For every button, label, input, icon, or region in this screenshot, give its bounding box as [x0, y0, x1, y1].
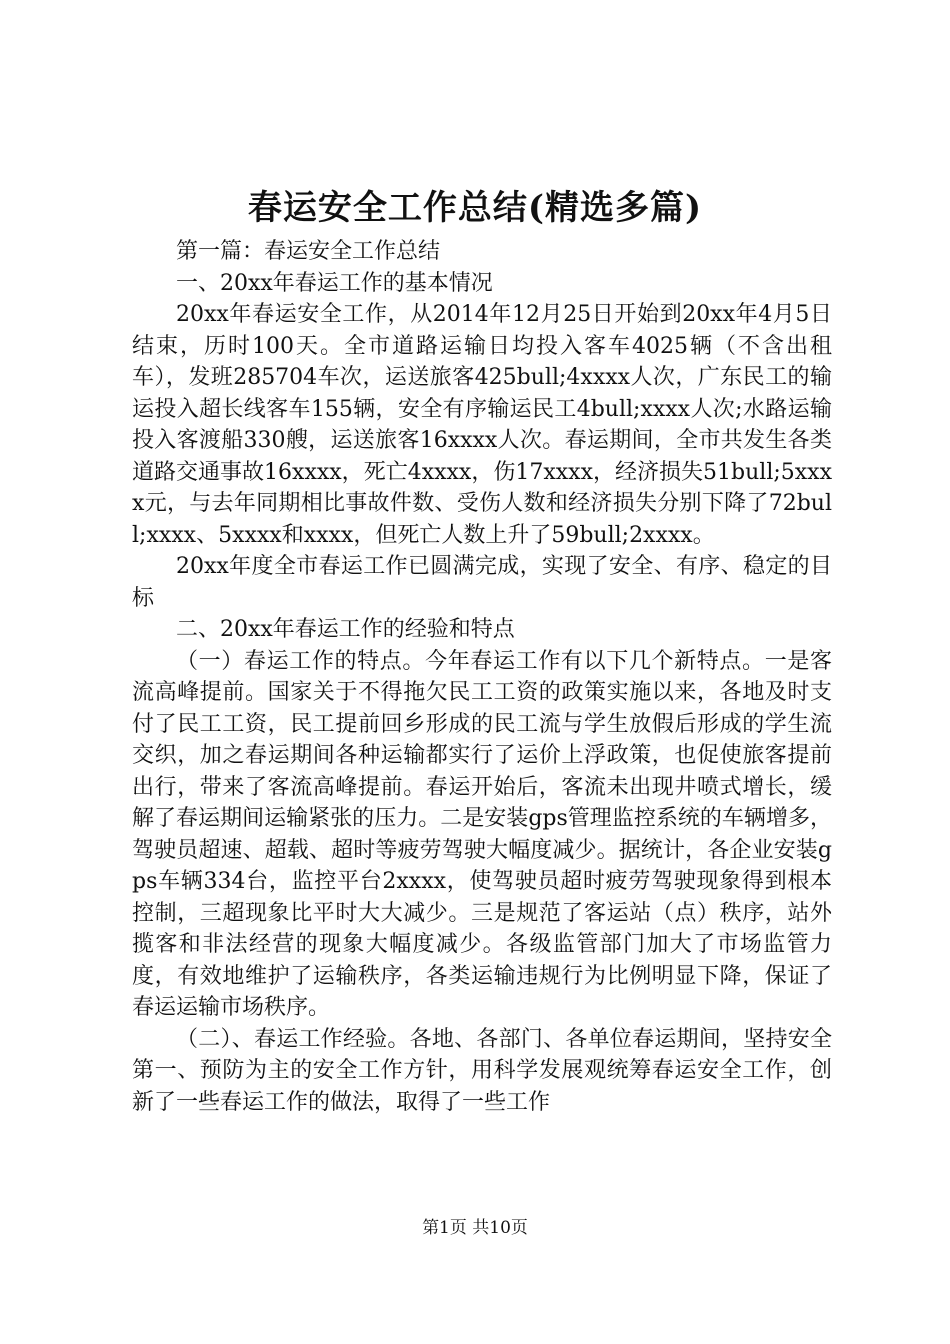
page-footer: 第1页 共10页 [422, 1218, 528, 1238]
subsection-heading: 一、20xx年春运工作的基本情况 [176, 270, 493, 296]
body-paragraph: 20xx年春运安全工作，从2014年12月25日开始到20xx年4月5日结束，历时100天。全市道路运输日均投入客车4025辆（不含出租车），发班285704车次，运送旅客425bull;4xxxx人次，广东民工的输运投入超长线客车155辆，安全有序输运民工4bull;xxxx人次;水路运输投入客渡船330艘，运送旅客16xxxx人次。春运期间，全市共发生各类道路交通事故16xxxx，死亡4xxxx，伤17xxxx，经济损失51bull;5xxxx元，与去年同期相比事故件数、受伤人数和经济损失分别下降了72bull;xxxx、5xxxx和xxxx，但死亡人数上升了59bull;2xxxx。 [132, 302, 832, 548]
body-paragraph: （一）春运工作的特点。今年春运工作有以下几个新特点。一是客流高峰提前。国家关于不得拖欠民工工资的政策实施以来，各地及时支付了民工工资，民工提前回乡形成的民工流与学生放假后形成的学生流交织，加之春运期间各种运输都实行了运价上浮政策，也促使旅客提前出行，带来了客流高峰提前。春运开始后，客流未出现井喷式增长，缓解了春运期间运输紧张的压力。二是安装gps管理监控系统的车辆增多，驾驶员超速、超载、超时等疲劳驾驶大幅度减少。据统计，各企业安装gps车辆334台，监控平台2xxxx，使驾驶员超时疲劳驾驶现象得到根本控制，三超现象比平时大大减少。三是规范了客运站（点）秩序，站外揽客和非法经营的现象大幅度减少。各级监管部门加大了市场监管力度，有效地维护了运输秩序，各类运输违规行为比例明显下降，保证了春运运输市场秩序。 [132, 648, 832, 1020]
document-body [132, 236, 832, 1118]
body-paragraph: （二）、春运工作经验。各地、各部门、各单位春运期间，坚持安全第一、预防为主的安全工作方针，用科学发展观统筹春运安全工作，创新了一些春运工作的做法，取得了一些工作 [132, 1026, 832, 1115]
section-heading: 第一篇：春运安全工作总结 [176, 239, 441, 264]
document-title: 春运安全工作总结(精选多篇) [247, 188, 703, 228]
body-paragraph: 20xx年度全市春运工作已圆满完成，实现了安全、有序、稳定的目标 [132, 554, 832, 611]
subsection-heading: 二、20xx年春运工作的经验和特点 [176, 617, 515, 642]
